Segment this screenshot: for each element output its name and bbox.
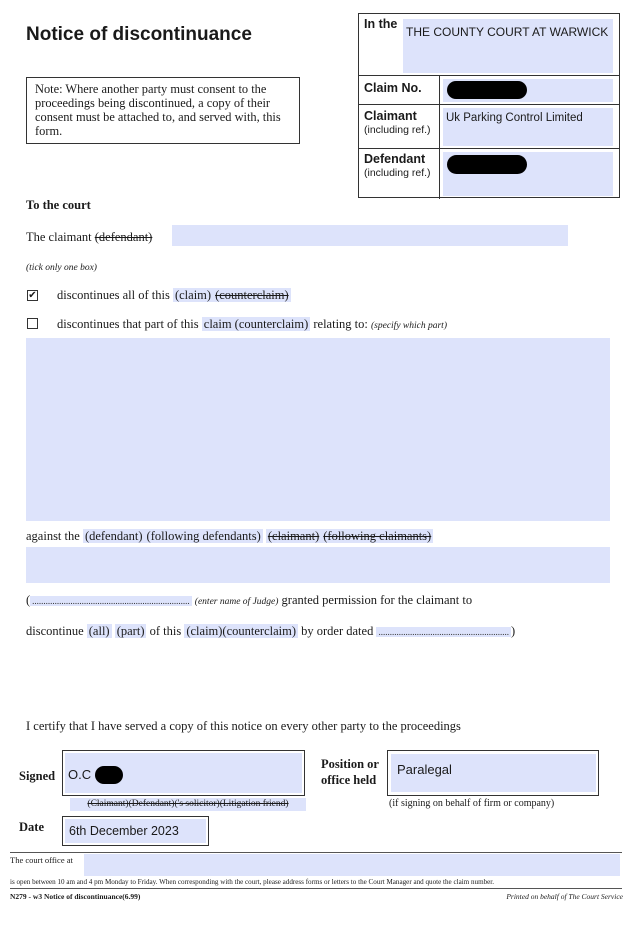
discontinue-line [26, 624, 515, 639]
claimant-field[interactable] [443, 108, 613, 146]
signer-role-options: (Claimant)(Defendant)('s solicitor)(Litigation friend) [70, 798, 306, 811]
specify-part-field[interactable] [26, 338, 610, 521]
redaction-mark [447, 81, 527, 99]
against-claimant: (claimant) [267, 529, 320, 543]
option-part-claim: claim (counterclaim) [203, 317, 309, 331]
claimant-value: Uk Parking Control Limited [446, 112, 583, 124]
option-part-line [57, 317, 447, 332]
option-part-specify: (specify which part) [371, 321, 447, 331]
defendant-row [359, 149, 619, 199]
redaction-mark [447, 155, 527, 174]
date-field[interactable] [65, 819, 206, 843]
option-part-relating: relating to: [313, 317, 368, 331]
order-date-field[interactable]: .......................................................... [378, 627, 509, 637]
divider [439, 149, 440, 199]
footer-divider [10, 852, 622, 853]
claim-no-label: Claim No. [364, 81, 422, 95]
position-label [321, 756, 379, 788]
signature-value: O.C [68, 767, 92, 782]
discontinue-of-this: of this [149, 624, 182, 638]
option-all-line [57, 288, 291, 303]
office-hours-text: is open between 10 am and 4 pm Monday to Friday. When corresponding with the court, please address forms or letters to the Court Manager and quote the claim number. [10, 878, 495, 886]
defendant-label: Defendant [364, 152, 426, 166]
the-claimant-text: The claimant [26, 230, 92, 244]
discontinue-order-text: by order dated [301, 624, 374, 638]
defendant-option: (defendant) [94, 230, 153, 244]
claim-no-row [359, 76, 619, 105]
judge-name-field[interactable]: ...................................................................... [32, 596, 190, 606]
claimant-row [359, 105, 619, 149]
claimant-ref-label: (including ref.) [364, 124, 431, 136]
position-note: (if signing on behalf of firm or company) [389, 798, 555, 809]
court-office-label: The court office at [10, 855, 73, 865]
discontinue-claim: (claim)(counterclaim) [186, 624, 297, 638]
footer-divider-bottom [10, 888, 622, 889]
claimant-line [26, 230, 152, 245]
page-title: Notice of discontinuance [26, 24, 252, 45]
printed-by: Printed on behalf of The Court Service [506, 892, 623, 901]
signature-box [62, 750, 305, 796]
date-value: 6th December 2023 [69, 824, 179, 838]
discontinue-text: discontinue [26, 624, 84, 638]
position-field[interactable] [391, 754, 596, 792]
position-value: Paralegal [397, 762, 452, 777]
parties-field[interactable] [26, 547, 610, 583]
date-label: Date [19, 820, 44, 834]
claimant-label: Claimant [364, 109, 417, 123]
signature-field[interactable] [65, 753, 302, 793]
date-box [62, 816, 209, 846]
option-all-claim: (claim) [174, 288, 212, 302]
option-part-text: discontinues that part of this [57, 317, 199, 331]
court-row [359, 14, 619, 76]
court-name-field[interactable] [403, 19, 613, 73]
discontinue-part-checkbox[interactable] [27, 318, 38, 329]
judge-line [26, 593, 472, 608]
divider [439, 76, 440, 105]
tick-instruction: (tick only one box) [26, 263, 97, 273]
court-name-value: THE COUNTY COURT AT WARWICK [406, 25, 609, 39]
claimant-name-field[interactable] [172, 225, 568, 246]
signed-label: Signed [19, 769, 56, 783]
judge-instruction: (enter name of Judge) [194, 597, 279, 607]
option-all-text: discontinues all of this [57, 288, 170, 302]
defendant-ref-label: (including ref.) [364, 167, 431, 179]
position-label-line2: office held [321, 773, 377, 787]
against-following-defendants: (following defendants) [146, 529, 261, 543]
certify-statement: I certify that I have served a copy of this notice on every other party to the proceedings [26, 719, 461, 733]
in-the-label: In the [364, 17, 398, 31]
to-the-court-heading: To the court [26, 198, 91, 212]
claim-no-field[interactable] [443, 79, 613, 102]
judge-permission-text: granted permission for the claimant to [281, 593, 473, 607]
against-line [26, 529, 433, 544]
position-box [387, 750, 599, 796]
position-label-line1: Position or [321, 757, 379, 771]
court-office-field[interactable] [84, 854, 620, 876]
consent-note: Note: Where another party must consent to the proceedings being discontinued, a copy of their consent must be attached to, and served with, this form. [26, 77, 300, 144]
court-details-box [358, 13, 620, 198]
redaction-mark [95, 766, 123, 784]
judge-open-paren: ( [26, 593, 31, 607]
discontinue-part: (part) [116, 624, 145, 638]
form-code: N279 - w3 Notice of discontinuance(6.99) [10, 892, 141, 901]
defendant-field[interactable] [443, 152, 613, 196]
discontinue-close-paren: ) [510, 624, 516, 638]
against-text: against the [26, 529, 80, 543]
divider [439, 105, 440, 149]
against-defendant: (defendant) [84, 529, 143, 543]
discontinue-all-checkbox[interactable]: ✔ [28, 290, 37, 301]
against-following-claimants: (following claimants) [323, 529, 432, 543]
option-all-counterclaim: (counterclaim) [215, 288, 289, 302]
discontinue-all: (all) [88, 624, 110, 638]
